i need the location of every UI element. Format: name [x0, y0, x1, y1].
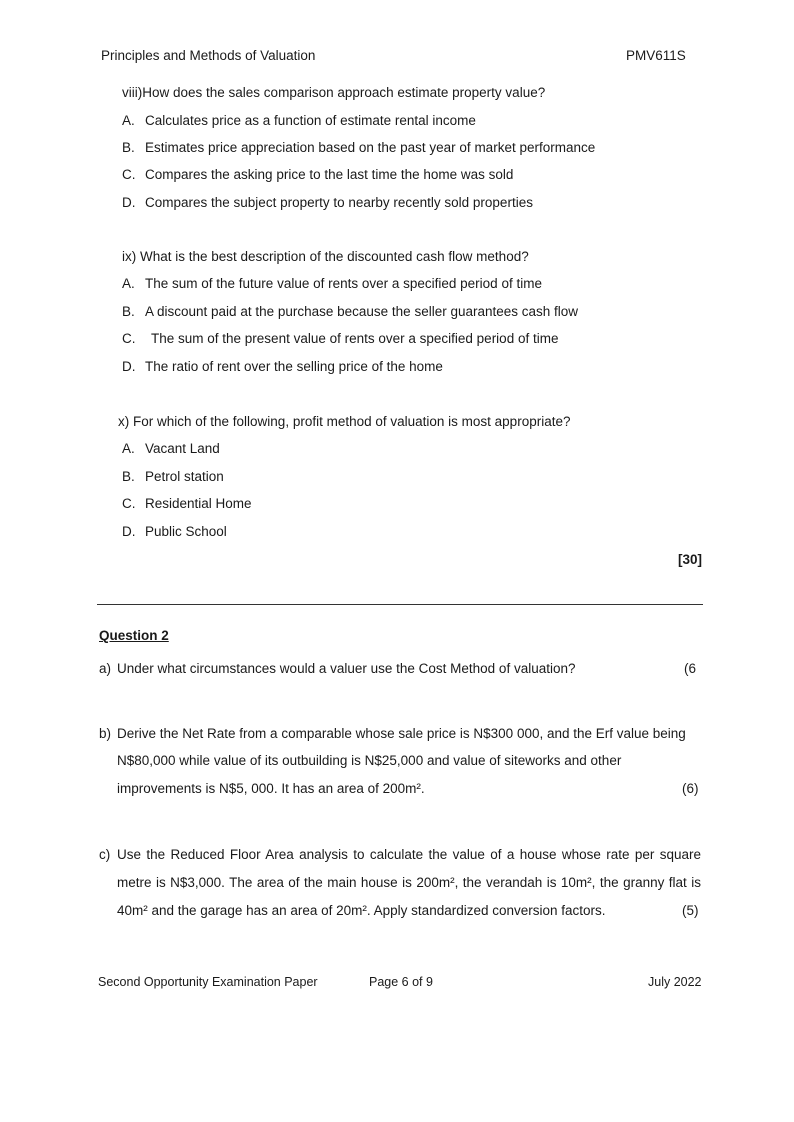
option-text: The sum of the present value of rents over a specified period of time [151, 331, 559, 346]
option-text: Vacant Land [145, 441, 220, 456]
question-stem: ix) What is the best description of the discounted cash flow method? [122, 249, 529, 264]
part-c-line: Use the Reduced Floor Area analysis to calculate the value of a house whose rate per square [117, 847, 701, 862]
option-letter: C. [122, 496, 136, 511]
option-letter: B. [122, 469, 135, 484]
option-letter: C. [122, 167, 136, 182]
option-letter: D. [122, 195, 136, 210]
footer-exam-type: Second Opportunity Examination Paper [98, 975, 318, 989]
part-b-line: improvements is N$5, 000. It has an area of 200m². [117, 781, 425, 796]
header-course-title: Principles and Methods of Valuation [101, 48, 316, 63]
option-letter: A. [122, 276, 135, 291]
option-letter: C. [122, 331, 136, 346]
option-letter: A. [122, 113, 135, 128]
question-2-title: Question 2 [99, 628, 169, 643]
option-letter: D. [122, 524, 136, 539]
section-total-marks: [30] [678, 552, 703, 567]
part-label: c) [99, 847, 111, 862]
option-text: Public School [145, 524, 227, 539]
option-text: The ratio of rent over the selling price of the home [145, 359, 443, 374]
option-text: Petrol station [145, 469, 224, 484]
part-b-marks: (6) [682, 781, 699, 796]
part-label: b) [99, 726, 112, 741]
option-text: Compares the subject property to nearby recently sold properties [145, 195, 533, 210]
part-a-text: Under what circumstances would a valuer use the Cost Method of valuation? [117, 661, 576, 676]
option-text: Residential Home [145, 496, 252, 511]
option-letter: A. [122, 441, 135, 456]
part-c-marks: (5) [682, 903, 699, 918]
option-letter: B. [122, 140, 135, 155]
part-b-line: Derive the Net Rate from a comparable whose sale price is N$300 000, and the Erf value being [117, 726, 686, 741]
footer-date: July 2022 [648, 975, 702, 989]
header-course-code: PMV611S [626, 48, 686, 63]
question-stem: viii)How does the sales comparison approach estimate property value? [122, 85, 546, 100]
part-a-marks: (6 [684, 661, 697, 676]
option-text: The sum of the future value of rents over a specified period of time [145, 276, 542, 291]
part-c-line: metre is N$3,000. The area of the main house is 200m², the verandah is 10m², the granny flat is [117, 875, 701, 890]
part-b-line: N$80,000 while value of its outbuilding is N$25,000 and value of siteworks and other [117, 753, 622, 768]
option-letter: B. [122, 304, 135, 319]
option-text: Calculates price as a function of estimate rental income [145, 113, 476, 128]
part-c-line: 40m² and the garage has an area of 20m². Apply standardized conversion factors. [117, 903, 606, 918]
option-text: Compares the asking price to the last time the home was sold [145, 167, 514, 182]
part-label: a) [99, 661, 112, 676]
footer-page-number: Page 6 of 9 [369, 975, 433, 989]
option-text: Estimates price appreciation based on the past year of market performance [145, 140, 596, 155]
option-letter: D. [122, 359, 136, 374]
option-text: A discount paid at the purchase because the seller guarantees cash flow [145, 304, 579, 319]
section-divider [97, 604, 703, 605]
question-stem: x) For which of the following, profit method of valuation is most appropriate? [118, 414, 571, 429]
